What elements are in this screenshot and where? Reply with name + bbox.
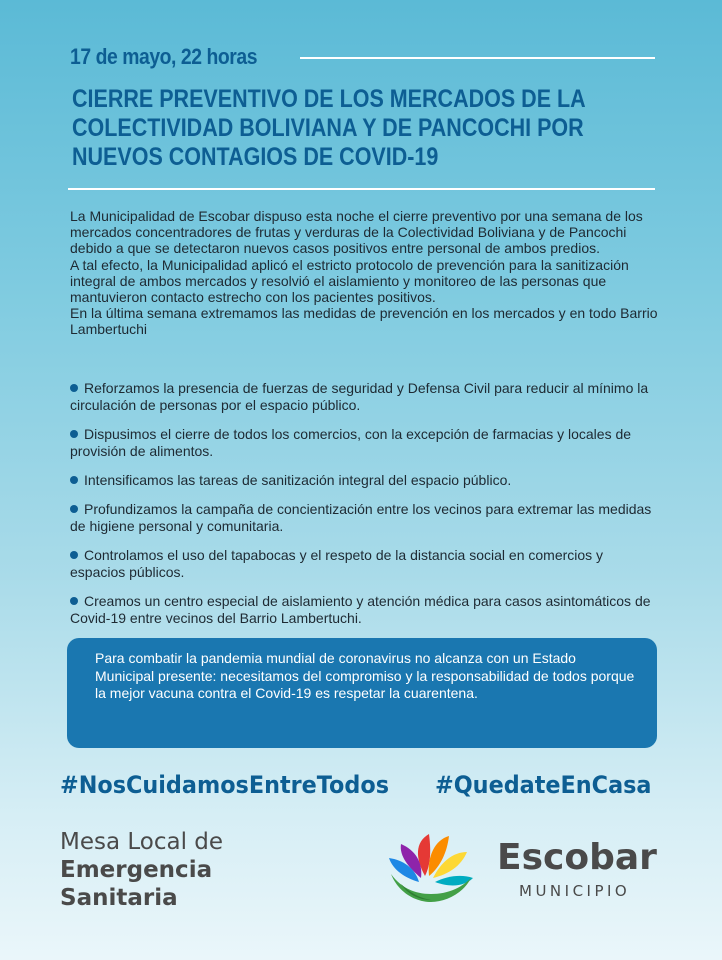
headline [72, 85, 674, 172]
list-item [70, 426, 660, 460]
bullet-icon [70, 430, 78, 438]
mesa-line: Emergencia [60, 857, 213, 883]
measures-list [70, 380, 660, 639]
date-line: 17 de mayo, 22 horas [70, 44, 258, 69]
list-item [70, 501, 660, 535]
headline-line: CIERRE PREVENTIVO DE LOS MERCADOS DE LA [72, 85, 586, 113]
list-item [70, 547, 660, 581]
list-item-text: Intensificamos las tareas de sanitización integral del espacio público. [84, 472, 512, 488]
bullet-icon [70, 384, 78, 392]
bullet-icon [70, 597, 78, 605]
list-item-text: Profundizamos la campaña de concientización entre los vecinos para extremar las medidas de higiene personal y comunitaria. [70, 501, 652, 534]
hashtag-nos-cuidamos: #NosCuidamosEntreTodos [60, 771, 389, 799]
bullet-icon [70, 476, 78, 484]
list-item [70, 380, 660, 414]
callout-text: Para combatir la pandemia mundial de coronavirus no alcanza con un Estado Municipal presente: necesitamos del compromiso y la responsabilidad de todos porque la mejor vacuna contra el Covid-19 es respetar la cuarentena. [95, 650, 635, 701]
brand-name: Escobar [497, 837, 657, 878]
middle-rule [68, 188, 655, 190]
mesa-local-logo [60, 829, 223, 912]
headline-line: COLECTIVIDAD BOLIVIANA Y DE PANCOCHI POR [72, 114, 584, 142]
mesa-line: Sanitaria [60, 885, 178, 911]
body-paragraph: La Municipalidad de Escobar dispuso esta noche el cierre preventivo por una semana de los mercados concentradores de frutas y verduras de la Colectividad Boliviana y de Pancochi debido a que se detectaron nuevos casos positivos entre personal de ambos predios. [70, 208, 643, 257]
list-item-text: Controlamos el uso del tapabocas y el respeto de la distancia social en comercios y espacios públicos. [70, 547, 604, 580]
escobar-brand [497, 838, 657, 900]
list-item [70, 472, 660, 489]
brand-subtitle: MUNICIPIO [519, 882, 631, 900]
escobar-flower-hands-logo-icon [385, 828, 477, 908]
top-rule [300, 57, 655, 59]
mesa-line: Mesa Local de [60, 829, 224, 855]
callout-box [67, 638, 657, 748]
bullet-icon [70, 551, 78, 559]
hashtag-quedate-en-casa: #QuedateEnCasa [435, 771, 652, 799]
body-text [70, 208, 660, 338]
list-item [70, 593, 660, 627]
list-item-text: Dispusimos el cierre de todos los comercios, con la excepción de farmacias y locales de provisión de alimentos. [70, 426, 632, 459]
body-paragraph: En la última semana extremamos las medidas de prevención en los mercados y en todo Barrio Lambertuchi [70, 305, 658, 338]
list-item-text: Creamos un centro especial de aislamiento y atención médica para casos asintomáticos de Covid-19 entre vecinos del Barrio Lambertuchi. [70, 593, 651, 626]
bullet-icon [70, 505, 78, 513]
body-paragraph: A tal efecto, la Municipalidad aplicó el estricto protocolo de prevención para la sanitización integral de ambos mercados y resolvió el aislamiento y monitoreo de las personas que mantuvieron contacto estrecho con los pacientes positivos. [70, 256, 629, 306]
headline-line: NUEVOS CONTAGIOS DE COVID-19 [72, 143, 439, 171]
list-item-text: Reforzamos la presencia de fuerzas de seguridad y Defensa Civil para reducir al mínimo la circulación de personas por el espacio público. [70, 380, 649, 413]
